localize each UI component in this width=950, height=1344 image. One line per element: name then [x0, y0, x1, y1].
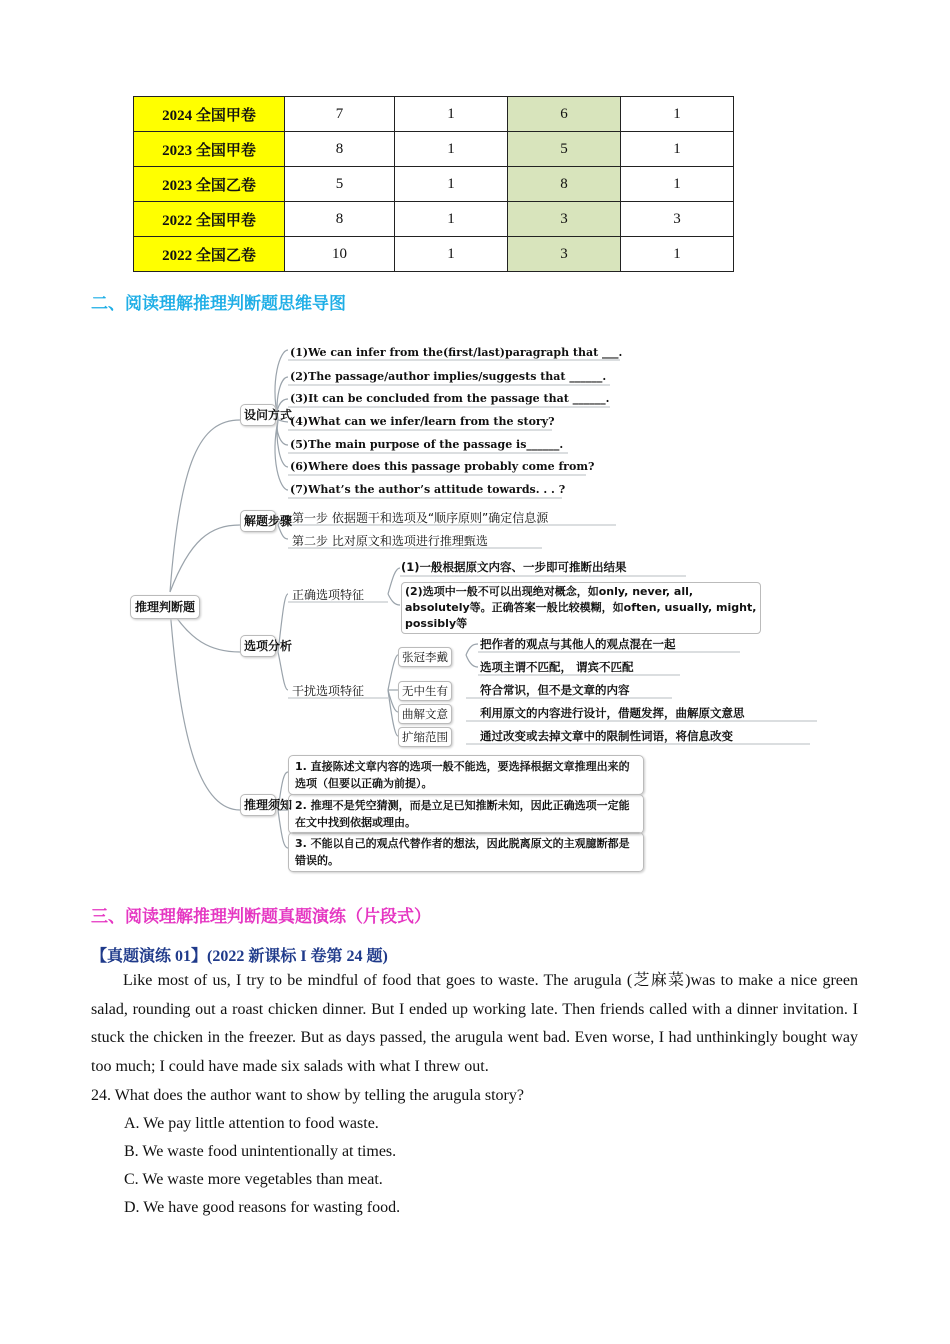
distract-item: 选项主谓不匹配， 谓宾不匹配	[480, 660, 634, 674]
distract-tag: 扩缩范围	[398, 727, 452, 747]
table-cell: 7	[285, 97, 395, 132]
table-row	[134, 202, 734, 237]
table-cell: 3	[621, 202, 734, 237]
table-cell: 1	[621, 167, 734, 202]
distract-tag: 张冠李戴	[398, 647, 452, 667]
distract-item: 把作者的观点与其他人的观点混在一起	[480, 637, 676, 651]
table-row	[134, 132, 734, 167]
table-cell: 3	[508, 237, 621, 272]
note-item: 2. 推理不是凭空猜测，而是立足已知推断未知，因此正确选项一定能在文中找到依据或理由。	[288, 794, 644, 834]
ask-item: (2)The passage/author implies/suggests that ______.	[290, 370, 607, 383]
table-cell: 6	[508, 97, 621, 132]
ask-item: (3)It can be concluded from the passage that ______.	[290, 392, 610, 405]
table-cell: 8	[285, 202, 395, 237]
answer-option-b: B. We waste food unintentionally at times.	[124, 1143, 397, 1160]
table-cell: 1	[395, 202, 508, 237]
ask-item: (5)The main purpose of the passage is______.	[290, 438, 564, 451]
ask-item: (7)What’s the author’s attitude towards. . . ?	[290, 483, 566, 496]
category-ask: 设问方式	[240, 404, 276, 426]
ask-item: (4)What can we infer/learn from the story?	[290, 415, 555, 428]
category-notes: 推理须知	[240, 794, 276, 816]
correct-feature-item: (2)选项中一般不可以出现绝对概念，如only, never, all, absolutely等。正确答案一般比较模糊，如often, usually, might, possibly等	[401, 582, 761, 634]
table-cell: 1	[395, 167, 508, 202]
stats-table	[133, 96, 734, 272]
distract-item: 符合常识，但不是文章的内容	[480, 683, 630, 697]
table-cell: 2024 全国甲卷	[134, 97, 285, 132]
ask-item: (1)We can infer from the(first/last)paragraph that ___.	[290, 346, 623, 359]
answer-option-c: C. We waste more vegetables than meat.	[124, 1171, 383, 1188]
distract-tag: 曲解文意	[398, 704, 452, 724]
table-cell: 1	[395, 97, 508, 132]
correct-feature-item: (1)一般根据原文内容、一步即可推断出结果	[401, 560, 627, 574]
mind-map	[120, 340, 830, 870]
table-row	[134, 167, 734, 202]
step-item: 第二步 比对原文和选项进行推理甄选	[292, 534, 488, 548]
table-cell: 2022 全国乙卷	[134, 237, 285, 272]
table-cell: 1	[621, 97, 734, 132]
distract-item: 利用原文的内容进行设计，借题发挥，曲解原文意思	[480, 706, 745, 720]
mind-map-root: 推理判断题	[130, 595, 200, 619]
ask-item: (6)Where does this passage probably come from?	[290, 460, 595, 473]
question-text: 24. What does the author want to show by telling the arugula story?	[91, 1087, 524, 1104]
note-item: 1. 直接陈述文章内容的选项一般不能选，要选择根据文章推理出来的选项（但要以正确为前提）。	[288, 755, 644, 795]
distract-feature-label: 干扰选项特征	[292, 684, 365, 698]
category-analysis: 选项分析	[240, 635, 276, 657]
note-item: 3. 不能以自己的观点代替作者的想法，因此脱离原文的主观臆断都是错误的。	[288, 832, 644, 872]
table-row	[134, 237, 734, 272]
distract-item: 通过改变或去掉文章中的限制性词语，将信息改变	[480, 729, 733, 743]
table-cell: 5	[285, 167, 395, 202]
exercise-title: 【真题演练 01】(2022 新课标 I 卷第 24 题)	[91, 948, 388, 965]
table-cell: 8	[508, 167, 621, 202]
table-cell: 2023 全国甲卷	[134, 132, 285, 167]
distract-tag: 无中生有	[398, 681, 452, 701]
correct-feature-label: 正确选项特征	[292, 588, 365, 602]
category-steps: 解题步骤	[240, 510, 276, 532]
section-heading-mindmap: 二、阅读理解推理判断题思维导图	[91, 294, 346, 314]
table-cell: 10	[285, 237, 395, 272]
table-cell: 1	[395, 237, 508, 272]
section-heading-exercise: 三、阅读理解推理判断题真题演练（片段式）	[91, 907, 431, 927]
answer-option-a: A. We pay little attention to food waste.	[124, 1115, 379, 1132]
table-cell: 2023 全国乙卷	[134, 167, 285, 202]
answer-option-d: D. We have good reasons for wasting food.	[124, 1199, 401, 1216]
table-cell: 1	[621, 132, 734, 167]
table-cell: 1	[621, 237, 734, 272]
table-cell: 3	[508, 202, 621, 237]
table-row	[134, 97, 734, 132]
table-cell: 1	[395, 132, 508, 167]
table-cell: 5	[508, 132, 621, 167]
step-item: 第一步 依据题干和选项及“顺序原则”确定信息源	[292, 511, 549, 525]
reading-passage: Like most of us, I try to be mindful of food that goes to waste. The arugula (芝麻菜)was to make a nice green salad, rounding out a roast chicken dinner. But I ended up working late. Then friends called with a dinner invitation. I stuck the chicken in the freezer. But as days passed, the arugula went bad. Even worse, I had unthinkingly bought way too much; I could have made six salads with what I threw out.	[91, 972, 858, 1075]
table-cell: 8	[285, 132, 395, 167]
table-cell: 2022 全国甲卷	[134, 202, 285, 237]
